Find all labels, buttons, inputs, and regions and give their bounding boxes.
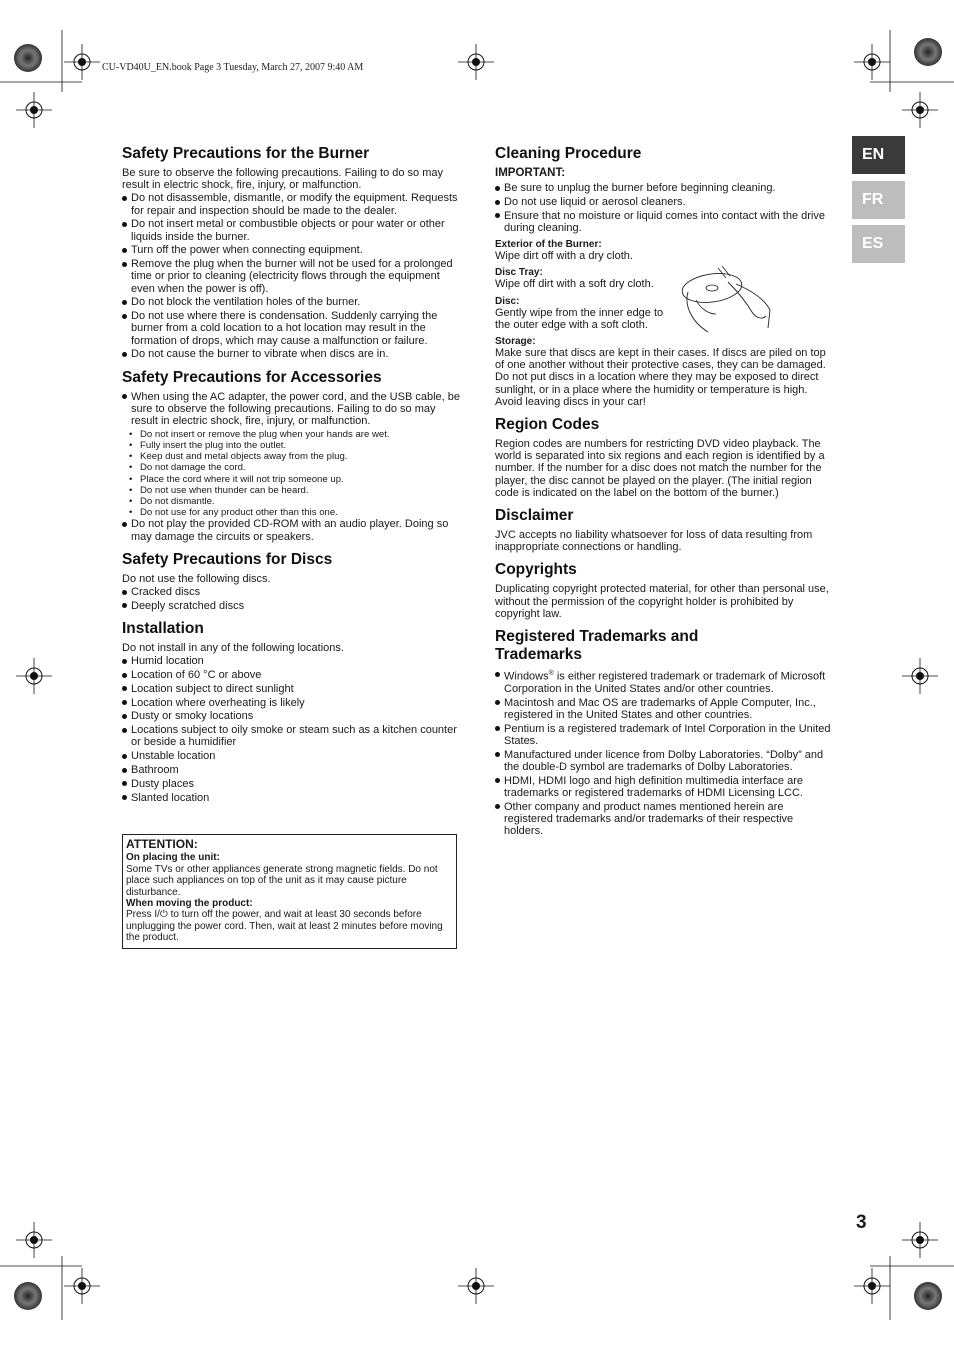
file-info-header: CU-VD40U_EN.book Page 3 Tuesday, March 27, 2007 9:40 AM [102,62,364,73]
storage-heading: Storage: [495,336,536,348]
list-item: Remove the plug when the burner will not be used for a prolonged time or prior to cleaning (electricity flows through the equipment even when the power is off). [122,258,460,295]
list-item: Do not play the provided CD-ROM with an audio player. Doing so may damage the circuits or speakers. [122,518,460,542]
right-column [495,145,833,845]
list-item: • Do not insert or remove the plug when your hands are wet. [129,429,460,440]
tab-en: EN [852,136,905,174]
moving-heading: When moving the product: [126,898,253,910]
bullet-list [122,391,460,428]
section-title: Cleaning Procedure [495,145,642,162]
list-item: Slanted location [122,792,460,804]
list-item: Location subject to direct sunlight [122,683,460,695]
registered-mark: ® [548,670,554,678]
disc-heading: Disc: [495,295,520,307]
list-item [495,668,833,695]
list-item: Dusty places [122,778,460,790]
list-item: • Keep dust and metal objects away from the plug. [129,451,460,462]
tray-text: Wipe off dirt with a soft dry cloth. [495,278,654,291]
tab-es: ES [852,225,905,263]
list-item: Humid location [122,655,460,667]
page-number: 3 [856,1212,867,1233]
section-text: JVC accepts no liability whatsoever for loss of data resulting from inappropriate connections or handling. [495,529,813,554]
storage-text: Make sure that discs are kept in their cases. If discs are piled on top of one another without their protective cases, they can be damaged. Do not put discs in a location where they may be exposed to direct sunlight, or in a place where the humidity or temperature is high. Avoid leaving discs in your car! [495,347,826,408]
section-burner-safety [122,145,460,361]
list-item: • Do not dismantle. [129,496,460,507]
list-item: Do not insert metal or combustible objects or pour water or other liquids inside the burner. [122,218,460,242]
list-item: Location where overheating is likely [122,697,460,709]
list-item: Dusty or smoky locations [122,710,460,722]
bullet-list [122,655,460,804]
section-text: Region codes are numbers for restricting DVD video playback. The world is separated into six regions and each region is identified by a number. If the number for a disc does not match the number for the player, the disc cannot be played on the player. (The initial region code is indicated on the label on the bottom of the burner.) [495,438,825,499]
list-item: Bathroom [122,764,460,776]
list-item: Do not block the ventilation holes of the burner. [122,296,460,308]
section-title: Region Codes [495,416,600,434]
section-region-codes [495,416,833,499]
attention-title: ATTENTION: [126,837,198,851]
section-intro: Do not install in any of the following locations. [122,642,344,655]
section-title: Safety Precautions for Discs [122,550,333,568]
tray-heading: Disc Tray: [495,267,543,279]
section-title: Registered Trademarks and Trademarks [495,628,699,664]
section-trademarks [495,628,833,837]
section-title: Copyrights [495,561,577,579]
bullet-list [122,518,460,542]
section-discs-safety [122,551,460,612]
section-title: Safety Precautions for the Burner [122,145,370,162]
windows-rest: is either registered trademark or trademark of Microsoft Corporation in the United States and/or other countries. [504,670,826,695]
section-intro: Be sure to observe the following precautions. Failing to do so may result in electric shock, fire, injury, or malfunction. [122,167,444,192]
moving-text: Press I/⏻ to turn off the power, and wait at least 30 seconds before unplugging the power cord. Then, wait at least 2 minutes before moving the product. [126,909,443,944]
list-item: Cracked discs [122,586,460,598]
list-item: • Do not damage the cord. [129,462,460,473]
list-item: Be sure to unplug the burner before beginning cleaning. [495,182,833,194]
section-title: Safety Precautions for Accessories [122,368,382,386]
list-item: • Fully insert the plug into the outlet. [129,440,460,451]
windows-word: Windows [504,670,549,683]
section-text: Duplicating copyright protected material, for other than personal use, without the permission of the copyright holder is prohibited by copyright law. [495,583,829,620]
list-item: Do not use where there is condensation. Suddenly carrying the burner from a cold location to a hot location may result in the formation of drops, which may cause a malfunction or failure. [122,310,460,347]
list-item: • Do not use for any product other than this one. [129,507,460,518]
list-item: Deeply scratched discs [122,600,460,612]
bullet-list [122,586,460,612]
list-item: Ensure that no moisture or liquid comes into contact with the drive during cleaning. [495,210,833,234]
list-item: Locations subject to oily smoke or steam such as a kitchen counter or beside a humidifier [122,724,460,748]
bullet-list [122,192,460,360]
list-item: Do not disassemble, dismantle, or modify the equipment. Requests for repair and inspection should be made to the dealer. [122,192,460,216]
important-label: IMPORTANT: [495,167,566,179]
placing-heading: On placing the unit: [126,852,220,864]
list-item: Turn off the power when connecting equipment. [122,244,460,256]
bullet-list [495,182,833,234]
section-installation [122,620,460,804]
list-item: Macintosh and Mac OS are trademarks of Apple Computer, Inc., registered in the United States and other countries. [495,697,833,721]
section-intro: Do not use the following discs. [122,572,271,585]
list-item: Do not use liquid or aerosol cleaners. [495,196,833,208]
list-item: Do not cause the burner to vibrate when discs are in. [122,348,460,360]
list-item: HDMI, HDMI logo and high definition multimedia interface are trademarks or registered trademarks of HDMI Licensing LCC. [495,775,833,799]
disc-cleaning-illustration [678,262,774,336]
list-item: Other company and product names mentioned herein are registered trademarks and/or trademarks of their respective holders. [495,801,833,838]
list-item: When using the AC adapter, the power cord, and the USB cable, be sure to observe the following precautions. Failing to do so may result in electric shock, fire, injury, or malfunction. [122,391,460,428]
section-copyrights [495,561,833,620]
exterior-text: Wipe dirt off with a dry cloth. [495,250,633,263]
tab-fr: FR [852,181,905,219]
list-item: Unstable location [122,750,460,762]
section-cleaning [495,145,833,408]
attention-box [122,834,457,949]
section-title: Disclaimer [495,507,574,525]
list-item: Location of 60 °C or above [122,669,460,681]
section-title: Installation [122,620,204,638]
list-item: Manufactured under licence from Dolby Laboratories. “Dolby” and the double-D symbol are trademarks of Dolby Laboratories. [495,749,833,773]
disc-text: Gently wipe from the inner edge to the outer edge with a soft cloth. [495,306,664,331]
placing-text: Some TVs or other appliances generate strong magnetic fields. Do not place such appliances on top of the unit as it may cause picture disturbance. [126,863,438,898]
sub-bullet-list [129,429,460,519]
bullet-list [495,668,833,837]
list-item: • Place the cord where it will not trip someone up. [129,474,460,485]
section-accessories-safety [122,369,460,543]
list-item: • Do not use when thunder can be heard. [129,485,460,496]
section-disclaimer [495,507,833,553]
left-column [122,145,460,812]
list-item: Pentium is a registered trademark of Intel Corporation in the United States. [495,723,833,747]
exterior-heading: Exterior of the Burner: [495,239,602,251]
